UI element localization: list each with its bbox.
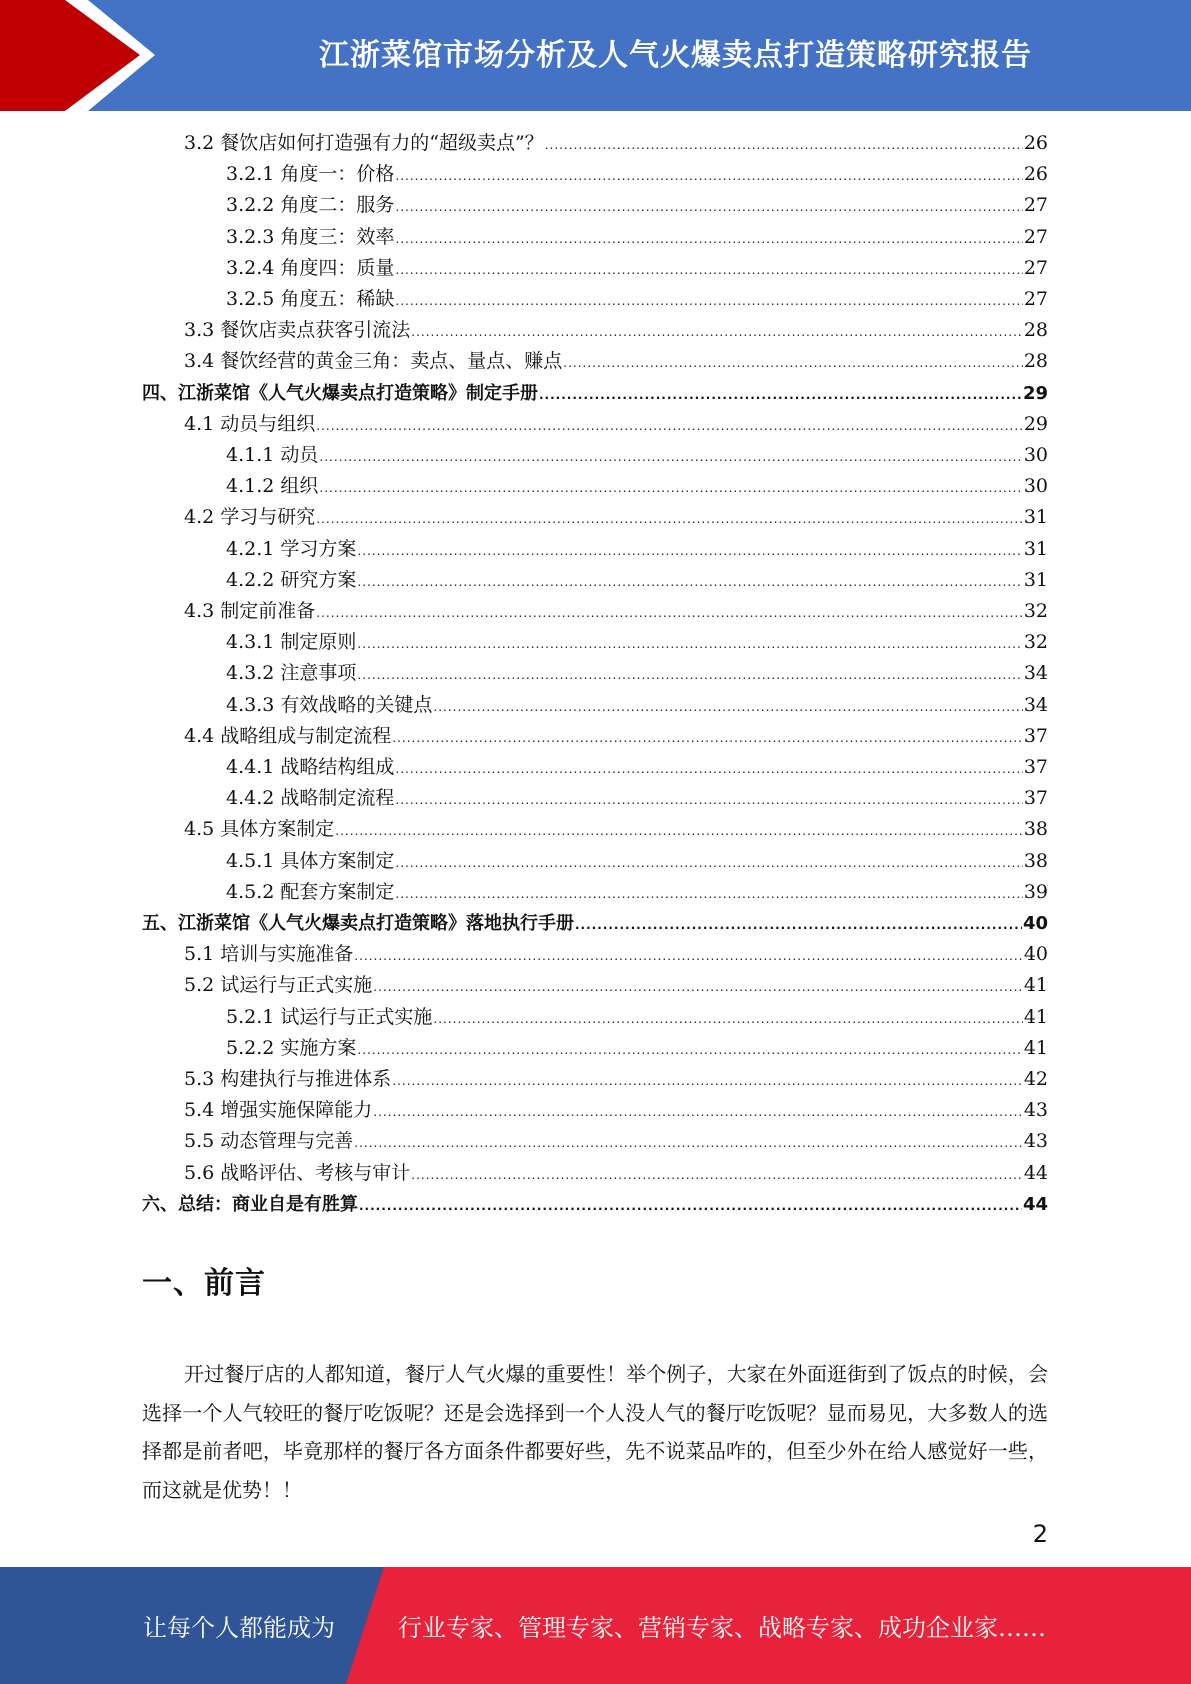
toc-entry-title: 3.2.2 角度二：服务	[226, 194, 395, 217]
toc-dot-leader	[395, 754, 1022, 785]
toc-entry-page: 41	[1023, 974, 1048, 997]
toc-entry-page: 31	[1023, 506, 1048, 529]
toc-entry-title: 4.3 制定前准备	[184, 600, 316, 622]
toc-entry-title: 4.4 战略组成与制定流程	[184, 724, 392, 747]
toc-entry-title: 4.1.2 组织	[226, 475, 319, 498]
toc-entry-title: 3.4 餐饮经营的黄金三角：卖点、量点、赚点	[184, 350, 563, 373]
toc-entry-title: 5.6 战略评估、考核与审计	[184, 1161, 411, 1184]
toc-entry-page: 34	[1023, 693, 1048, 716]
toc-entry[interactable]	[142, 908, 1048, 939]
toc-dot-leader	[373, 972, 1023, 1003]
toc-dot-leader	[433, 1004, 1022, 1035]
footer-slogan-right: 行业专家、管理专家、营销专家、战略专家、成功企业家……	[398, 1614, 1046, 1642]
toc-dot-leader	[539, 380, 1022, 411]
toc-dot-leader	[357, 660, 1022, 691]
toc-entry-title: 4.5.2 配套方案制定	[226, 880, 395, 903]
toc-entry[interactable]	[184, 970, 1048, 1001]
toc-entry-page: 38	[1023, 849, 1048, 872]
toc-dot-leader	[395, 161, 1022, 192]
toc-entry-title: 5.1 培训与实施准备	[184, 943, 354, 966]
toc-entry-title: 3.2.5 角度五：稀缺	[226, 288, 395, 310]
page-footer	[0, 1567, 1191, 1684]
toc-entry[interactable]	[226, 1002, 1048, 1033]
toc-entry-page: 32	[1023, 631, 1048, 654]
toc-entry[interactable]	[184, 596, 1048, 627]
toc-entry-title: 5.2.2 实施方案	[226, 1036, 357, 1059]
toc-entry-title: 4.1 动员与组织	[184, 412, 316, 435]
toc-entry-page: 27	[1023, 256, 1048, 279]
toc-dot-leader	[575, 910, 1022, 941]
toc-entry-page: 34	[1023, 662, 1048, 685]
toc-entry-page: 29	[1023, 412, 1048, 435]
toc-entry[interactable]	[226, 846, 1048, 877]
toc-dot-leader	[392, 1066, 1023, 1097]
toc-dot-leader	[316, 411, 1023, 442]
toc-entry-page: 32	[1023, 600, 1048, 622]
toc-entry[interactable]	[184, 1158, 1048, 1189]
toc-entry[interactable]	[226, 690, 1048, 721]
toc-entry[interactable]	[226, 877, 1048, 908]
toc-dot-leader	[395, 286, 1022, 317]
toc-entry[interactable]	[184, 1064, 1048, 1095]
toc-entry[interactable]	[226, 440, 1048, 471]
toc-entry-page: 43	[1023, 1099, 1048, 1122]
toc-dot-leader	[354, 941, 1023, 972]
toc-entry-page: 37	[1023, 787, 1048, 810]
toc-entry-page: 42	[1023, 1068, 1048, 1090]
toc-entry-title: 4.2 学习与研究	[184, 506, 316, 529]
toc-dot-leader	[395, 224, 1022, 255]
toc-entry[interactable]	[184, 721, 1048, 752]
toc-entry-title: 4.4.1 战略结构组成	[226, 756, 395, 778]
section-heading: 一、前言	[142, 1266, 266, 1301]
toc-dot-leader	[395, 848, 1022, 879]
toc-dot-leader	[359, 1191, 1022, 1222]
toc-entry[interactable]	[184, 409, 1048, 440]
toc-entry-title: 5.3 构建执行与推进体系	[184, 1068, 392, 1090]
toc-dot-leader	[354, 1128, 1023, 1159]
toc-entry[interactable]	[142, 1189, 1048, 1220]
toc-entry-page: 41	[1023, 1036, 1048, 1059]
toc-dot-leader	[411, 1160, 1023, 1191]
header-title: 江浙菜馆市场分析及人气火爆卖点打造策略研究报告	[319, 37, 1032, 73]
toc-entry-page: 30	[1023, 444, 1048, 466]
toc-entry[interactable]	[184, 814, 1048, 845]
toc-entry[interactable]	[184, 1126, 1048, 1157]
toc-entry[interactable]	[226, 222, 1048, 253]
toc-entry-title: 3.2 餐饮店如何打造强有力的“超级卖点”？	[184, 132, 544, 154]
toc-dot-leader	[395, 879, 1022, 910]
toc-entry-page: 40	[1023, 943, 1048, 966]
toc-entry-page: 38	[1023, 818, 1048, 841]
toc-entry[interactable]	[226, 627, 1048, 658]
toc-dot-leader	[316, 504, 1023, 535]
toc-entry-page: 29	[1022, 382, 1048, 404]
toc-dot-leader	[316, 598, 1023, 629]
toc-entry[interactable]	[184, 939, 1048, 970]
toc-entry[interactable]	[184, 1095, 1048, 1126]
toc-entry[interactable]	[226, 565, 1048, 596]
toc-entry-title: 3.3 餐饮店卖点获客引流法	[184, 319, 411, 342]
toc-entry-page: 31	[1023, 537, 1048, 560]
toc-dot-leader	[411, 317, 1023, 348]
toc-entry-page: 37	[1023, 756, 1048, 778]
toc-entry-page: 31	[1023, 568, 1048, 591]
toc-entry[interactable]	[226, 783, 1048, 814]
toc-entry-title: 4.1.1 动员	[226, 444, 319, 466]
toc-entry[interactable]	[226, 190, 1048, 221]
toc-entry-title: 4.3.1 制定原则	[226, 631, 357, 654]
toc-entry-title: 4.2.1 学习方案	[226, 537, 357, 560]
toc-entry-title: 3.2.1 角度一：价格	[226, 163, 395, 186]
toc-dot-leader	[319, 442, 1022, 473]
toc-entry[interactable]	[184, 315, 1048, 346]
toc-dot-leader	[373, 1097, 1023, 1128]
toc-dot-leader	[357, 1035, 1022, 1066]
toc-dot-leader	[319, 473, 1022, 504]
toc-entry-title: 5.2 试运行与正式实施	[184, 974, 373, 997]
toc-entry[interactable]	[226, 1033, 1048, 1064]
toc-dot-leader	[357, 567, 1022, 598]
intro-paragraph: 开过餐厅店的人都知道，餐厅人气火爆的重要性！举个例子，大家在外面逛街到了饭点的时候，会选择一个人气较旺的餐厅吃饭呢？还是会选择到一个人没人气的餐厅吃饭呢？显而易见，大多数人的选择都是前者吧，毕竟那样的餐厅各方面条件都要好些，先不说菜品咋的，但至少外在给人感觉好一些，而这就是优势！！	[142, 1362, 1048, 1502]
toc-entry-title: 4.3.2 注意事项	[226, 662, 357, 685]
toc-dot-leader	[395, 785, 1022, 816]
toc-entry-page: 39	[1023, 880, 1048, 903]
toc-entry-title: 5.4 增强实施保障能力	[184, 1099, 373, 1122]
toc-entry[interactable]	[226, 534, 1048, 565]
toc-entry[interactable]	[184, 346, 1048, 377]
toc-dot-leader	[563, 348, 1023, 379]
page-header	[0, 0, 1191, 111]
toc-entry[interactable]	[184, 128, 1048, 159]
toc-entry-page: 26	[1023, 132, 1048, 154]
toc-dot-leader	[335, 816, 1023, 847]
toc-entry[interactable]	[142, 378, 1048, 409]
toc-entry-page: 27	[1023, 194, 1048, 217]
toc-entry-page: 27	[1023, 225, 1048, 248]
toc-dot-leader	[357, 629, 1022, 660]
toc-dot-leader	[433, 692, 1022, 723]
toc-entry[interactable]	[226, 658, 1048, 689]
toc-entry-page: 44	[1023, 1161, 1048, 1184]
toc-entry-title: 四、江浙菜馆《人气火爆卖点打造策略》制定手册	[142, 382, 538, 404]
toc-entry-page: 44	[1022, 1193, 1048, 1215]
toc-entry-title: 3.2.3 角度三：效率	[226, 225, 395, 248]
toc-dot-leader	[395, 192, 1022, 223]
toc-entry[interactable]	[226, 284, 1048, 315]
toc-entry-title: 4.4.2 战略制定流程	[226, 787, 395, 810]
toc-entry-title: 4.2.2 研究方案	[226, 568, 357, 591]
toc-entry-page: 26	[1023, 163, 1048, 186]
toc-entry[interactable]	[226, 752, 1048, 783]
toc-entry[interactable]	[226, 471, 1048, 502]
toc-entry-page: 30	[1023, 475, 1048, 498]
toc-entry[interactable]	[226, 253, 1048, 284]
toc-entry-page: 27	[1023, 288, 1048, 310]
header-corner-arrow-icon	[0, 0, 200, 111]
toc-entry-title: 4.5 具体方案制定	[184, 818, 335, 841]
toc-dot-leader	[395, 255, 1022, 286]
toc-entry-page: 28	[1023, 350, 1048, 373]
toc-entry-title: 4.5.1 具体方案制定	[226, 849, 395, 872]
toc-entry-title: 3.2.4 角度四：质量	[226, 256, 395, 279]
toc-entry-page: 41	[1023, 1005, 1048, 1028]
footer-slogan-left: 让每个人都能成为	[143, 1614, 335, 1642]
toc-entry-title: 5.5 动态管理与完善	[184, 1130, 354, 1153]
toc-entry[interactable]	[226, 159, 1048, 190]
toc-entry-page: 43	[1023, 1130, 1048, 1153]
toc-dot-leader	[392, 723, 1023, 754]
toc-dot-leader	[357, 536, 1022, 567]
toc-entry[interactable]	[184, 502, 1048, 533]
page-number: 2	[1032, 1520, 1048, 1548]
toc-entry-title: 六、总结：商业自是有胜算	[142, 1193, 358, 1215]
toc-entry-title: 5.2.1 试运行与正式实施	[226, 1005, 433, 1028]
toc-entry-page: 40	[1022, 913, 1048, 934]
toc-entry-page: 28	[1023, 319, 1048, 342]
toc-entry-page: 37	[1023, 724, 1048, 747]
toc-entry-title: 4.3.3 有效战略的关键点	[226, 693, 433, 716]
toc-dot-leader	[545, 130, 1023, 161]
toc-entry-title: 五、江浙菜馆《人气火爆卖点打造策略》落地执行手册	[142, 913, 574, 934]
